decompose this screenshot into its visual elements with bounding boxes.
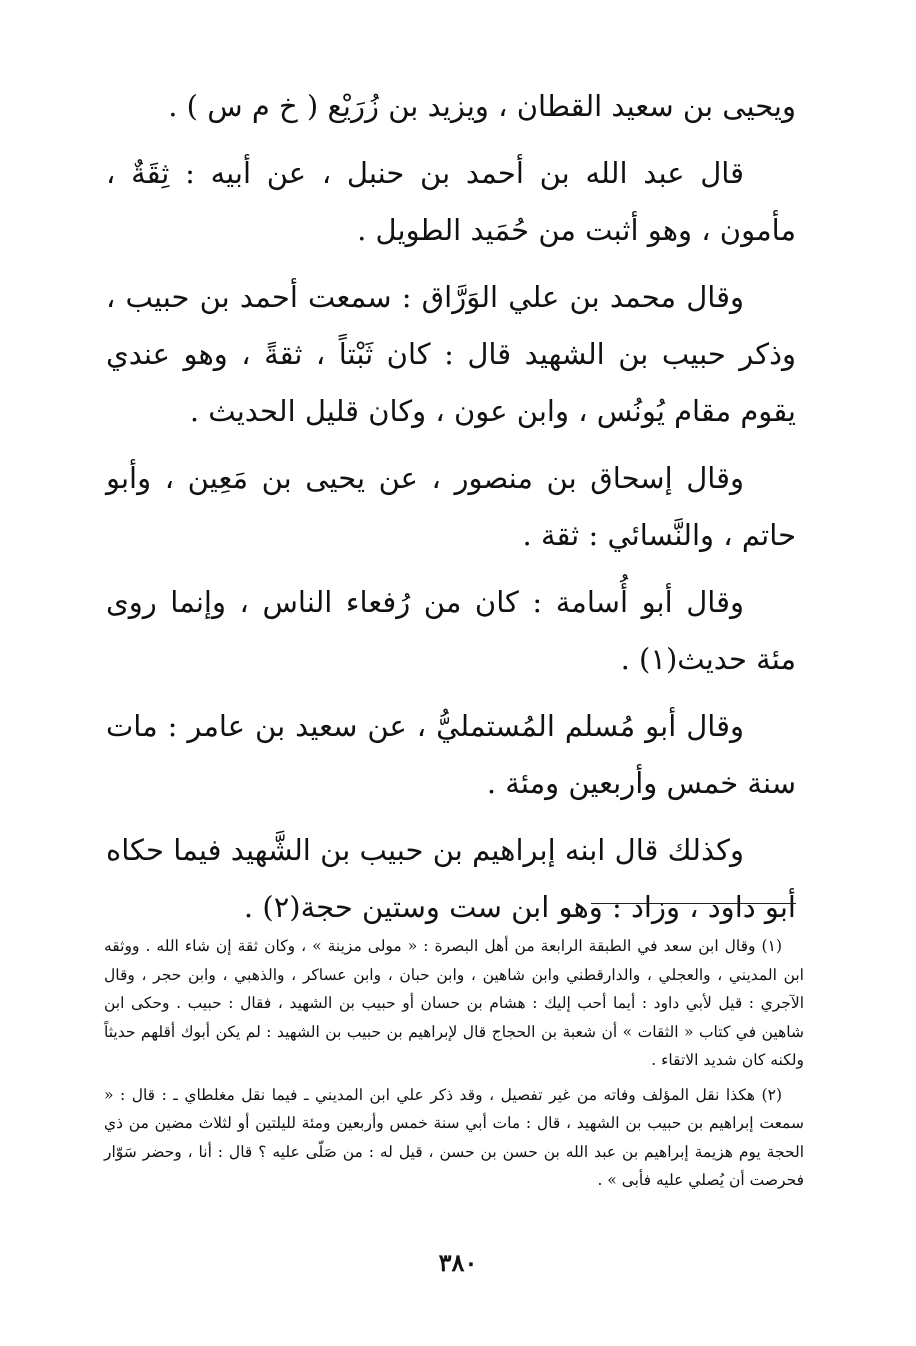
footnote-1: (١) وقال ابن سعد في الطبقة الرابعة من أهل البصرة : « مولى مزينة » ، وكان ثقة إن شاء الله . ووثقه ابن المديني ، والعجلي ، والدارقطني وابن شاهين ، وابن حبان ، وابن عساكر ، والذهبي ، وابن حجر ، وقال الآجري : قيل لأبي داود : أيما أحب إليك : هشام بن حسان أو حبيب بن الشهيد ، فقال : حبيب . وحكى ابن شاهين في كتاب « الثقات » أن شعبة بن الحجاج قال لإبراهيم بن حبيب بن الشهيد : لم يكن أبوك أقلهم حديثاً ولكنه كان شديد الاتقاء .: [104, 937, 804, 1069]
paragraph-7: وكذلك قال ابنه إبراهيم بن حبيب بن الشَّهيد فيما حكاه أبو داود ، وزاد : وهو ابن ست وستين حجة(٢) .: [106, 833, 796, 924]
footnote-separator: [591, 903, 796, 904]
paragraph-1: ويحيى بن سعيد القطان ، ويزيد بن زُرَيْع ( خ م س ) .: [168, 89, 796, 123]
footnotes: [104, 932, 804, 1201]
page-number: ٣٨٠: [438, 1248, 478, 1277]
paragraph-5: وقال أبو أُسامة : كان من رُفعاء الناس ، وإنما روى مئة حديث(١) .: [106, 585, 796, 676]
paragraph-6: وقال أبو مُسلم المُستمليُّ ، عن سعيد بن عامر : مات سنة خمس وأربعين ومئة .: [106, 709, 796, 800]
paragraph-4: وقال إسحاق بن منصور ، عن يحيى بن مَعِين ، وأبو حاتم ، والنَّسائي : ثقة .: [106, 461, 796, 552]
paragraph-2: قال عبد الله بن أحمد بن حنبل ، عن أبيه : ثِقَةٌ ، مأمون ، وهو أثبت من حُمَيد الطويل .: [106, 156, 796, 247]
paragraph-3: وقال محمد بن علي الوَرَّاق : سمعت أحمد بن حبيب ، وذكر حبيب بن الشهيد قال : كان ثَبْتاً ، ثقةً ، وهو عندي يقوم مقام يُونُس ، وابن عون ، وكان قليل الحديث .: [106, 280, 796, 428]
main-text: [106, 78, 796, 946]
footnote-2: (٢) هكذا نقل المؤلف وفاته من غير تفصيل ، وقد ذكر علي ابن المديني ـ فيما نقل مغلطاي ـ : قال : « سمعت إبراهيم بن حبيب بن الشهيد ، قال : مات أبي سنة خمس وأربعين ومئة لليلتين أو لثلاث مضين من ذي الحجة يوم هزيمة إبراهيم بن عبد الله بن حسن بن حسن ، قيل له : من صَلّى عليه ؟ قال : أنا ، وحضر سَوّار فحرصت أن يُصلي عليه فأبى » .: [104, 1085, 804, 1189]
